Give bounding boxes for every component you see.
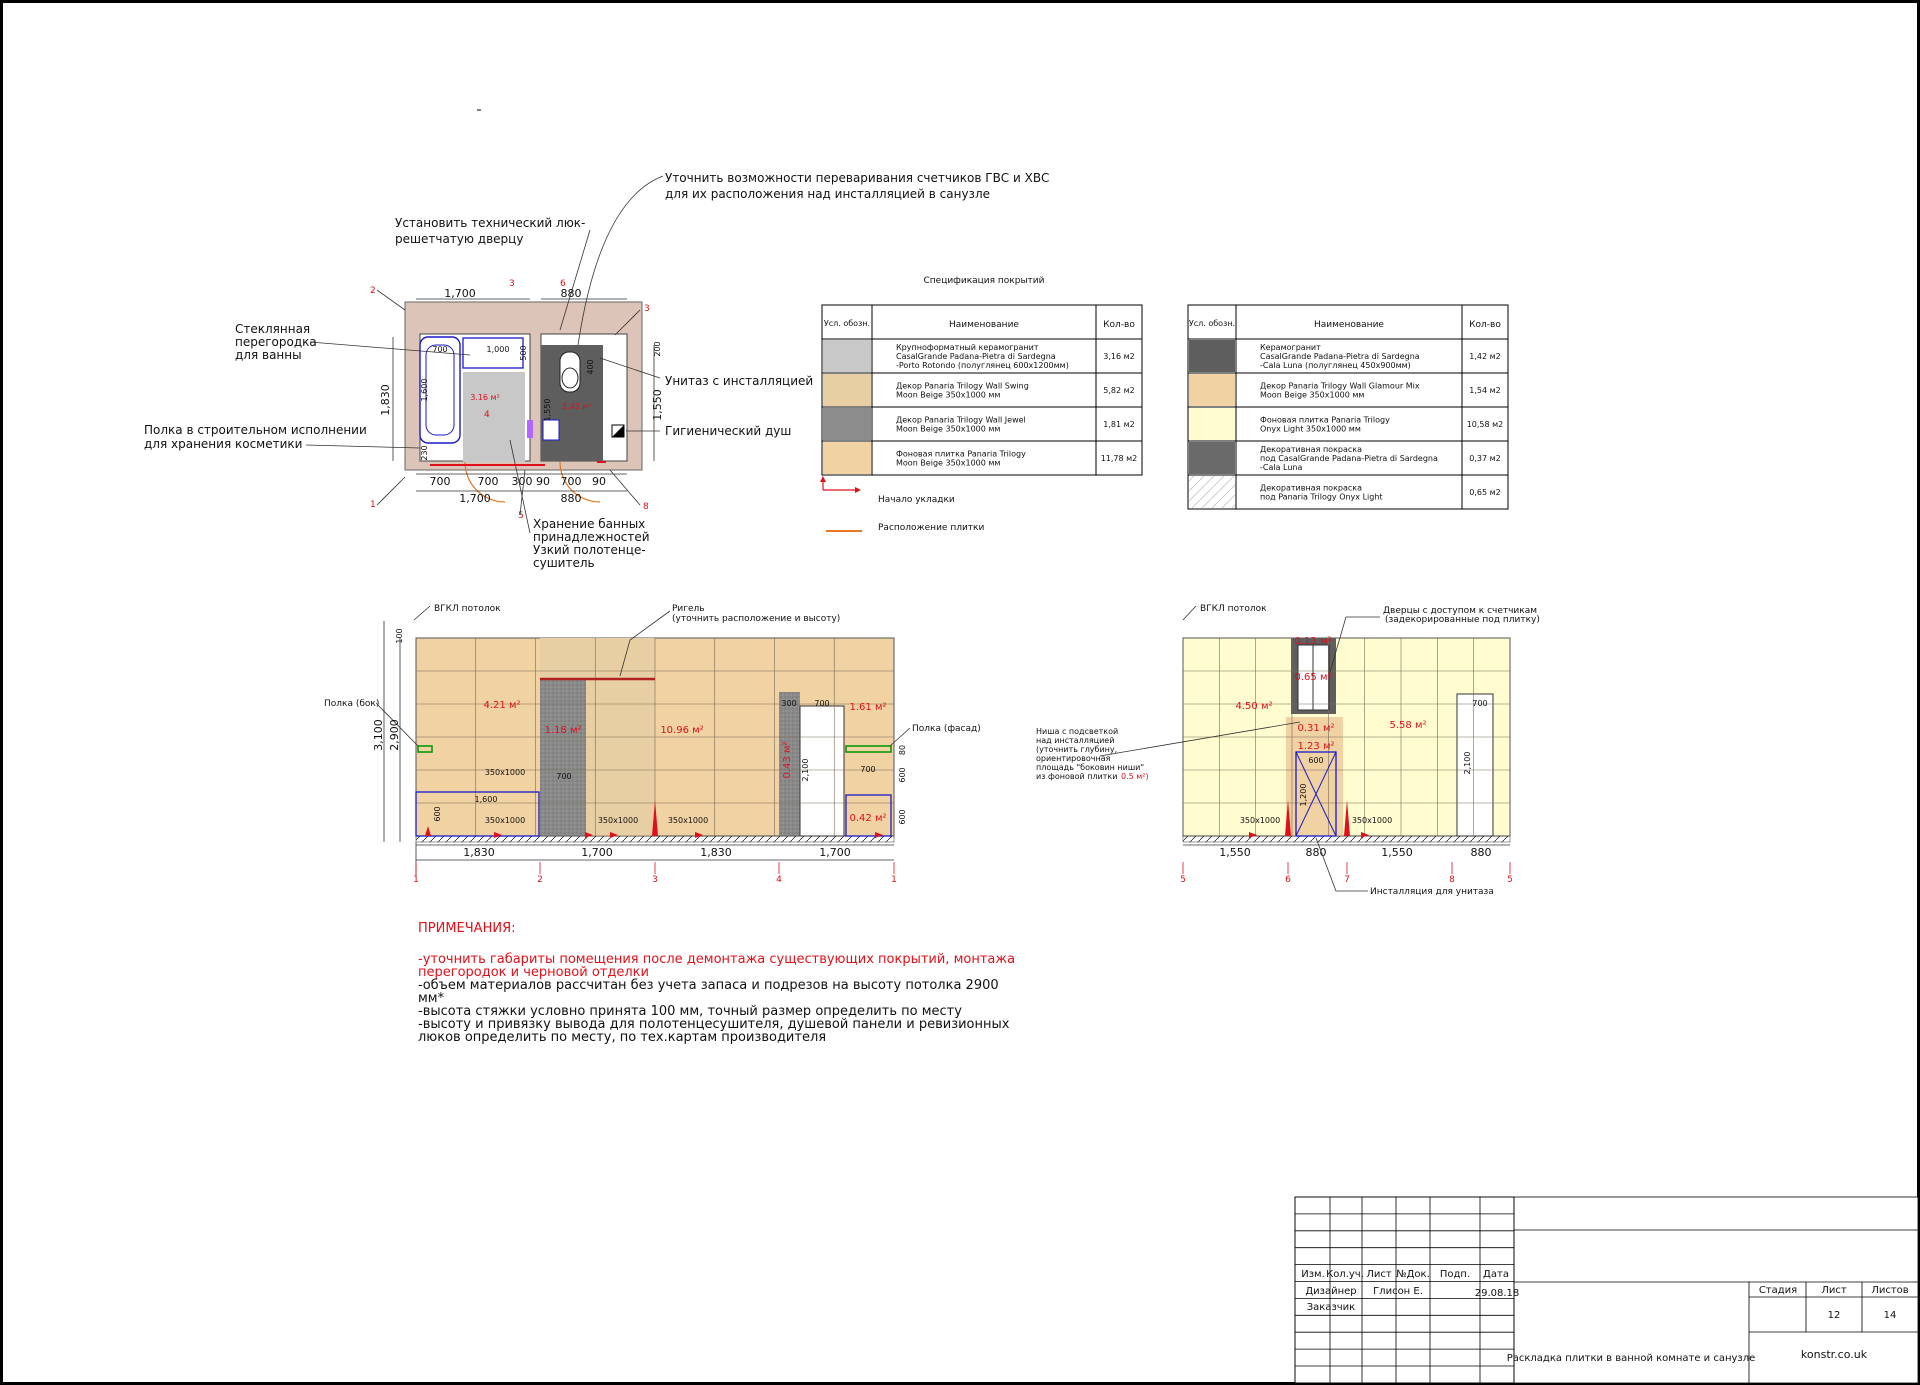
- stamp-sheets-no: 14: [1883, 1310, 1897, 1321]
- elev2-niche-3: (уточнить глубину,: [1036, 745, 1118, 754]
- plan-area-1: 3.16 м²: [470, 393, 500, 402]
- note-hatch-1: Установить технический люк-: [395, 216, 586, 230]
- spec-right-row-text: под Panaria Trilogy Onyx Light: [1260, 492, 1383, 502]
- elev2-tile-2: 350х1000: [1351, 816, 1393, 825]
- plan-dim-right: 1,550: [651, 389, 664, 421]
- stamp-stage: Стадия: [1758, 1285, 1798, 1296]
- stamp-data: Дата: [1483, 1269, 1509, 1280]
- elev1-w4: 1,700: [819, 846, 851, 859]
- plan-area-2: 1.42 м²: [562, 402, 592, 411]
- notes-line-4: мм*: [418, 991, 445, 1006]
- spec-left-row-text: CasalGrande Padana-Pietra di Sardegna: [896, 352, 1056, 361]
- sheet-frame: [2, 2, 1919, 1384]
- spec-left-row-text: Крупноформатный керамогранит: [896, 343, 1039, 352]
- elev1-d300: 300: [781, 699, 797, 708]
- notes-block: [418, 921, 1015, 1045]
- plan-marker-1: 1: [370, 500, 376, 510]
- elevation-bathroom: [324, 604, 981, 885]
- spec-left-header-code: Усл. обозн.: [823, 319, 871, 328]
- plan-b90b: 90: [592, 475, 606, 488]
- elev2-w4: 880: [1470, 846, 1492, 859]
- elev2-d700: 700: [1472, 699, 1488, 708]
- plan-dim-1550: 1,550: [543, 398, 552, 422]
- spec-left-row-text: Декор Panaria Trilogy Wall Swing: [896, 381, 1029, 391]
- elev2-doors-2: (задекорированные под плитку): [1385, 615, 1540, 625]
- elev1-tile-2: 350х1000: [484, 816, 526, 825]
- elev2-d2100: 2,100: [1463, 751, 1472, 775]
- bathroom-tile-area: [463, 372, 525, 462]
- elev2-doors-1: Дверцы с доступом к счетчикам: [1383, 606, 1538, 616]
- elev1-area-4: 0.43 м²: [782, 741, 793, 779]
- spec-right-swatch: [1189, 476, 1235, 508]
- spec-left-swatch: [823, 442, 871, 474]
- elev2-install: Инсталляция для унитаза: [1370, 887, 1494, 897]
- spec-title: Спецификация покрытий: [923, 276, 1045, 286]
- stamp-customer: Заказчик: [1306, 1302, 1356, 1313]
- note-shelf-2: для хранения косметики: [144, 437, 303, 451]
- elev2-w2: 880: [1305, 846, 1327, 859]
- elev2-m2: 6: [1285, 875, 1291, 885]
- notes-line-7: люков определить по месту, по тех.картам производителя: [418, 1030, 827, 1045]
- elev1-m2: 2: [537, 875, 543, 885]
- elev2-niche-area: 0.5 м²): [1121, 772, 1149, 781]
- spec-right-row-qty: 1,42 м2: [1469, 352, 1501, 361]
- elev1-area-2: 1.18 м²: [544, 725, 582, 736]
- stamp-title: Раскладка плитки в ванной комнате и санузле: [1506, 1353, 1756, 1364]
- elev1-tile-3: 350х1000: [597, 816, 639, 825]
- note-storage-1: Хранение банных: [533, 517, 646, 531]
- elev1-shelf-front: Полка (фасад): [912, 724, 981, 734]
- elev1-shelf-side: Полка (бок): [324, 699, 380, 709]
- spec-left-swatch: [823, 340, 871, 372]
- elev1-w3: 1,830: [700, 846, 732, 859]
- elev2-area-4: 0.31 м²: [1297, 723, 1335, 734]
- plan-dim-200: 200: [653, 341, 662, 357]
- spec-right-header-qty: Кол-во: [1469, 320, 1501, 330]
- plan-marker-3b: 3: [644, 304, 650, 314]
- stamp-site: konstr.co.uk: [1800, 1348, 1868, 1361]
- legend-layout: Расположение плитки: [878, 523, 985, 533]
- plan-bot-a: 1,700: [459, 492, 491, 505]
- elev1-d700c: 700: [860, 765, 876, 774]
- elev2-w3: 1,550: [1381, 846, 1413, 859]
- spec-right-swatch: [1189, 340, 1235, 372]
- spec-left-header-qty: Кол-во: [1103, 320, 1135, 330]
- note-meters-2: для их расположения над инсталляцией в санузле: [665, 187, 990, 201]
- elev1-rigel-2: (уточнить расположение и высоту): [672, 614, 841, 624]
- elev2-area-6: 5.58 м²: [1389, 720, 1427, 731]
- elev1-area-3: 10.96 м²: [660, 725, 704, 736]
- note-glass-1: Стеклянная: [235, 322, 311, 336]
- spec-right-row-text: Керамогранит: [1260, 343, 1321, 352]
- spec-right-swatch: [1189, 374, 1235, 406]
- elev1-d80: 80: [898, 744, 907, 756]
- plan-b700a: 700: [429, 475, 451, 488]
- elev2-niche-4: ориентировочная: [1036, 754, 1111, 763]
- notes-line-1: -уточнить габариты помещения после демонтажа существующих покрытий, монтажа: [418, 952, 1016, 967]
- spec-right-row-text: -Cala Luna: [1260, 463, 1303, 472]
- spec-right-header-name: Наименование: [1314, 320, 1384, 330]
- elev2-area-5: 1.23 м²: [1297, 741, 1335, 752]
- stamp-podp: Подп.: [1439, 1269, 1471, 1280]
- spec-right-row-text: Moon Beige 350х1000 мм: [1260, 390, 1365, 400]
- elev1-d600b: 600: [898, 767, 907, 783]
- stamp-ndok: №Док.: [1396, 1269, 1430, 1280]
- spec-right-row-text: Декоративная покраска: [1260, 483, 1363, 493]
- plan-dim-top-b: 880: [560, 287, 582, 300]
- spec-left-row-qty: 3,16 м2: [1103, 352, 1135, 361]
- stamp-designer-name: Глисон Е.: [1373, 1286, 1423, 1297]
- plan-b300: 300: [511, 475, 533, 488]
- spec-right-row-qty: 0,37 м2: [1469, 454, 1501, 463]
- note-storage-2: принадлежностей: [533, 530, 650, 544]
- elev2-area-1: 0.13 м²: [1294, 636, 1332, 647]
- spec-right-row-text: Декор Panaria Trilogy Wall Glamour Mix: [1260, 381, 1420, 391]
- toilet-bowl: [562, 368, 578, 388]
- elev2-m5: 5: [1507, 875, 1513, 885]
- stamp-izm: Изм.: [1301, 1269, 1325, 1280]
- plan-dim-1600: 1,600: [420, 378, 429, 402]
- note-toilet: Унитаз с инсталляцией: [665, 374, 814, 388]
- spec-left-row-qty: 5,82 м2: [1103, 386, 1135, 395]
- elev2-d1200: 1,200: [1299, 783, 1308, 807]
- plan-marker-4: 4: [484, 410, 490, 420]
- legend-start: Начало укладки: [878, 495, 955, 505]
- elev1-tile-4: 350х1000: [667, 816, 709, 825]
- spec-right-header-code: Усл. обозн.: [1188, 319, 1236, 328]
- elev2-tile-1: 350х1000: [1239, 816, 1281, 825]
- stamp-designer: Дизайнер: [1305, 1286, 1357, 1297]
- plan-dim-230: 230: [420, 445, 429, 461]
- notes-line-3: -объем материалов рассчитан без учета запаса и подрезов на высоту потолка 2900: [418, 978, 999, 993]
- plan-dim-700: 700: [432, 345, 448, 354]
- spec-left-row-text: Moon Beige 350х1000 мм: [896, 424, 1001, 434]
- elev2-niche-1: Ниша с подсветкой: [1036, 727, 1119, 736]
- elev1-d700a: 700: [556, 772, 572, 781]
- elev2-area-2: 0.65 м²: [1294, 672, 1332, 683]
- spec-right-row-qty: 1,54 м2: [1469, 386, 1501, 395]
- plan-marker-2: 2: [370, 286, 376, 296]
- spec-table-right: [1188, 305, 1508, 509]
- elev1-rigel-1: Ригель: [672, 604, 705, 614]
- spec-left-row-qty: 1,81 м2: [1103, 420, 1135, 429]
- plan-dim-400: 400: [586, 359, 595, 375]
- elev1-d600c: 600: [898, 809, 907, 825]
- spec-right-row-text: Onyx Light 350х1000 мм: [1260, 424, 1361, 434]
- plan-b90a: 90: [536, 475, 550, 488]
- elev2-niche-5: площадь "боковин ниши": [1036, 763, 1145, 772]
- elev1-area-5: 1.61 м²: [849, 702, 887, 713]
- elev1-m4: 4: [776, 875, 782, 885]
- note-glass-3: для ванны: [235, 348, 302, 362]
- plan-b700b: 700: [477, 475, 499, 488]
- plan-dim-1000: 1,000: [486, 345, 510, 354]
- elev2-m1: 5: [1180, 875, 1186, 885]
- note-hatch-2: решетчатую дверцу: [395, 232, 524, 246]
- plan-dim-top-a: 1,700: [444, 287, 476, 300]
- elev2-ceiling: ВГКЛ потолок: [1200, 604, 1267, 614]
- elev1-h100: 100: [395, 628, 404, 644]
- elev1-tile-1: 350х1000: [484, 768, 526, 777]
- spec-left-row-text: -Porto Rotondo (полуглянец 600х1200мм): [896, 361, 1069, 370]
- elevation-wc: [1036, 604, 1540, 897]
- note-towel-2: сушитель: [533, 556, 595, 570]
- stamp-sheet-no: 12: [1827, 1310, 1841, 1321]
- stamp-kolich: Кол.уч.: [1326, 1269, 1364, 1280]
- note-meters-1: Уточнить возможности переваривания счетчиков ГВС и ХВС: [665, 171, 1050, 185]
- spec-right-row-text: под CasalGrande Padana-Pietra di Sardegna: [1260, 454, 1438, 463]
- legend: [820, 476, 984, 533]
- stamp-sheet: Лист: [1821, 1285, 1847, 1296]
- elev1-d2100: 2,100: [801, 758, 810, 782]
- spec-left-row-text: Moon Beige 350х1000 мм: [896, 458, 1001, 468]
- notes-line-2: перегородок и черновой отделки: [418, 965, 649, 980]
- spec-left-row-text: Фоновая плитка Panaria Trilogy: [896, 449, 1026, 459]
- spec-right-row-qty: 10,58 м2: [1466, 420, 1504, 429]
- plan-dim-500: 500: [519, 345, 528, 361]
- spec-left-swatch: [823, 374, 871, 406]
- plan-marker-8: 8: [643, 502, 649, 512]
- note-glass-2: перегородка: [235, 335, 317, 349]
- note-towel-1: Узкий полотенце-: [533, 543, 646, 557]
- note-shower: Гигиенический душ: [665, 424, 792, 438]
- plan-marker-5: 5: [518, 511, 524, 521]
- spec-table-left: [822, 305, 1142, 475]
- elev1-area-6: 0.42 м²: [849, 813, 887, 824]
- plan-b700c: 700: [560, 475, 582, 488]
- spec-left-row-qty: 11,78 м2: [1100, 454, 1138, 463]
- elev2-d600: 600: [1308, 756, 1324, 765]
- spec-left-header-name: Наименование: [949, 320, 1019, 330]
- elev1-d700b: 700: [814, 699, 830, 708]
- elev1-w2: 1,700: [581, 846, 613, 859]
- spec-right-row-text: Декоративная покраска: [1260, 445, 1363, 454]
- spec-right-row-text: CasalGrande Padana-Pietra di Sardegna: [1260, 352, 1420, 361]
- notes-title: ПРИМЕЧАНИЯ:: [418, 921, 516, 936]
- elev2-m3: 7: [1344, 875, 1350, 885]
- spec-left-row-text: Декор Panaria Trilogy Wall Jewel: [896, 415, 1026, 425]
- elev1-d600a: 600: [433, 806, 442, 822]
- elev2-area-3: 4.50 м²: [1235, 701, 1273, 712]
- elev1-d1600: 1,600: [474, 795, 498, 804]
- spec-right-swatch: [1189, 408, 1235, 440]
- stamp-sheets: Листов: [1871, 1285, 1909, 1296]
- elev1-m1: 1: [413, 875, 419, 885]
- spec-left-row-text: Moon Beige 350х1000 мм: [896, 390, 1001, 400]
- plan-bot-b: 880: [560, 492, 582, 505]
- spec-right-swatch: [1189, 442, 1235, 474]
- elev1-ceiling: ВГКЛ потолок: [434, 604, 501, 614]
- plan-marker-3a: 3: [509, 279, 515, 289]
- spec-right-row-qty: 0,65 м2: [1469, 488, 1501, 497]
- elev1-w1: 1,830: [463, 846, 495, 859]
- elev2-niche-2: над инсталляцией: [1036, 736, 1115, 745]
- plan-marker-6: 6: [560, 279, 566, 289]
- note-shelf-1: Полка в строительном исполнении: [144, 423, 367, 437]
- stamp-list: Лист: [1366, 1269, 1392, 1280]
- spec-right-row-text: -Cala Luna (полуглянец 450х900мм): [1260, 361, 1411, 370]
- sink: [543, 420, 559, 440]
- stamp-date: 29.08.18: [1474, 1288, 1520, 1299]
- plan-dim-left: 1,830: [379, 384, 392, 416]
- spec-left-swatch: [823, 408, 871, 440]
- elev2-w1: 1,550: [1219, 846, 1251, 859]
- elev1-m5: 1: [891, 875, 897, 885]
- spec-right-row-text: Фоновая плитка Panaria Trilogy: [1260, 415, 1390, 425]
- towel-dryer: [527, 420, 533, 438]
- notes-line-6: -высоту и привязку вывода для полотенцесушителя, душевой панели и ревизионных: [418, 1017, 1010, 1032]
- elev2-niche-6: из фоновой плитки: [1036, 772, 1118, 781]
- notes-line-5: -высота стяжки условно принята 100 мм, точный размер определить по месту: [418, 1004, 962, 1019]
- elev1-h2900: 2,900: [388, 719, 401, 751]
- elev1-h3100: 3,100: [372, 719, 385, 751]
- elev2-m4: 8: [1449, 875, 1455, 885]
- elev1-m3: 3: [652, 875, 658, 885]
- elev1-area-1: 4.21 м²: [483, 700, 521, 711]
